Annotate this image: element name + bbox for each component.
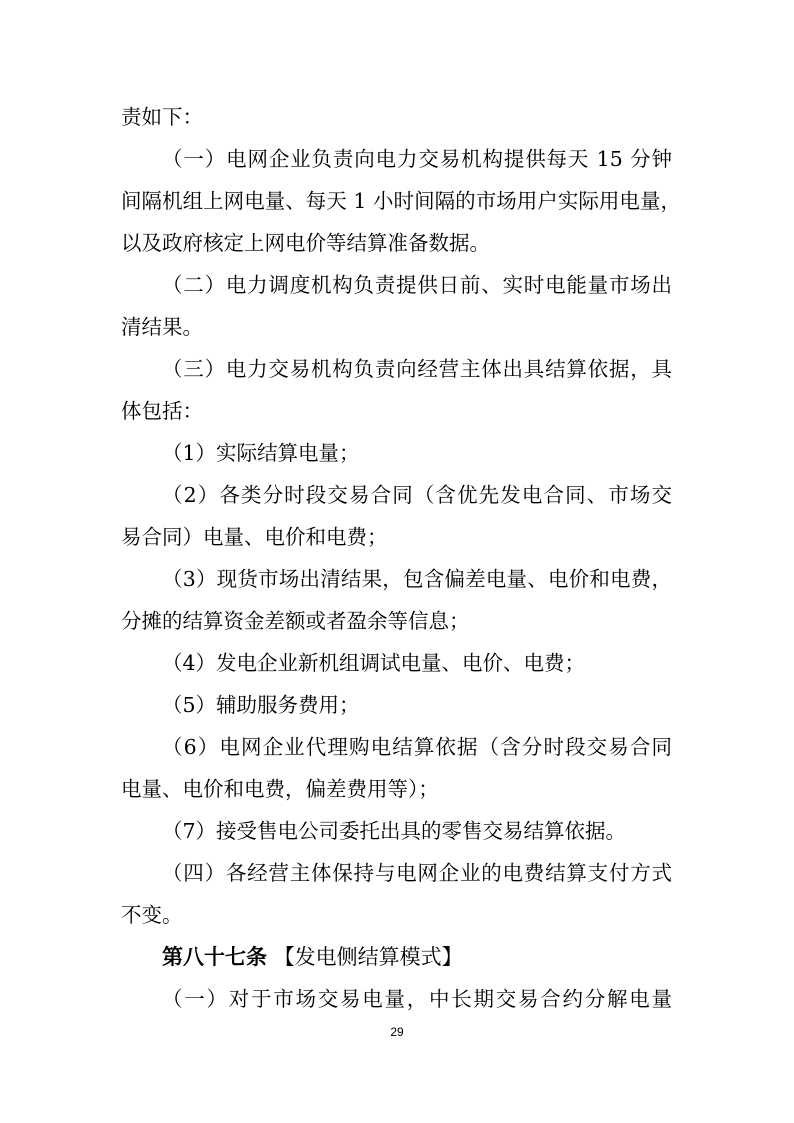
- text-line: 清结果。: [121, 315, 203, 339]
- text-line: 分摊的结算资金差额或者盈余等信息；: [121, 609, 470, 633]
- list-item: （6）电网企业代理购电结算依据（含分时段交易合同: [162, 735, 672, 759]
- article-heading: [162, 942, 672, 972]
- list-item: （2）各类分时段交易合同（含优先发电合同、市场交: [162, 483, 672, 507]
- list-item: （1）实际结算电量；: [162, 441, 360, 465]
- text-line: 易合同）电量、电价和电费；: [121, 525, 388, 549]
- text-line: 责如下：: [121, 105, 203, 129]
- text-line: 电量、电价和电费，偏差费用等）；: [121, 777, 439, 801]
- text-line: 不变。: [121, 903, 183, 927]
- list-item: （5）辅助服务费用；: [162, 693, 360, 717]
- article-title: 【发电侧结算模式】: [273, 945, 463, 969]
- list-item: （3）现货市场出清结果，包含偏差电量、电价和电费，: [162, 567, 672, 591]
- list-item: （4）发电企业新机组调试电量、电价、电费；: [162, 651, 586, 675]
- paragraph-line: （四）各经营主体保持与电网企业的电费结算支付方式: [162, 861, 672, 885]
- text-line: 间隔机组上网电量、每天 1 小时间隔的市场用户实际用电量，: [121, 189, 681, 213]
- paragraph-line: （一）电网企业负责向电力交易机构提供每天 15 分钟: [162, 147, 672, 171]
- article-number: 第八十七条: [162, 945, 267, 969]
- text-line: 以及政府核定上网电价等结算准备数据。: [121, 231, 490, 255]
- paragraph-line: （一）对于市场交易电量，中长期交易合约分解电量: [162, 987, 672, 1011]
- list-item: （7）接受售电公司委托出具的零售交易结算依据。: [162, 819, 627, 843]
- paragraph-line: （二）电力调度机构负责提供日前、实时电能量市场出: [162, 273, 672, 297]
- text-line: 体包括：: [121, 399, 203, 423]
- page-number: 29: [390, 1025, 404, 1039]
- paragraph-line: （三）电力交易机构负责向经营主体出具结算依据，具: [162, 357, 672, 381]
